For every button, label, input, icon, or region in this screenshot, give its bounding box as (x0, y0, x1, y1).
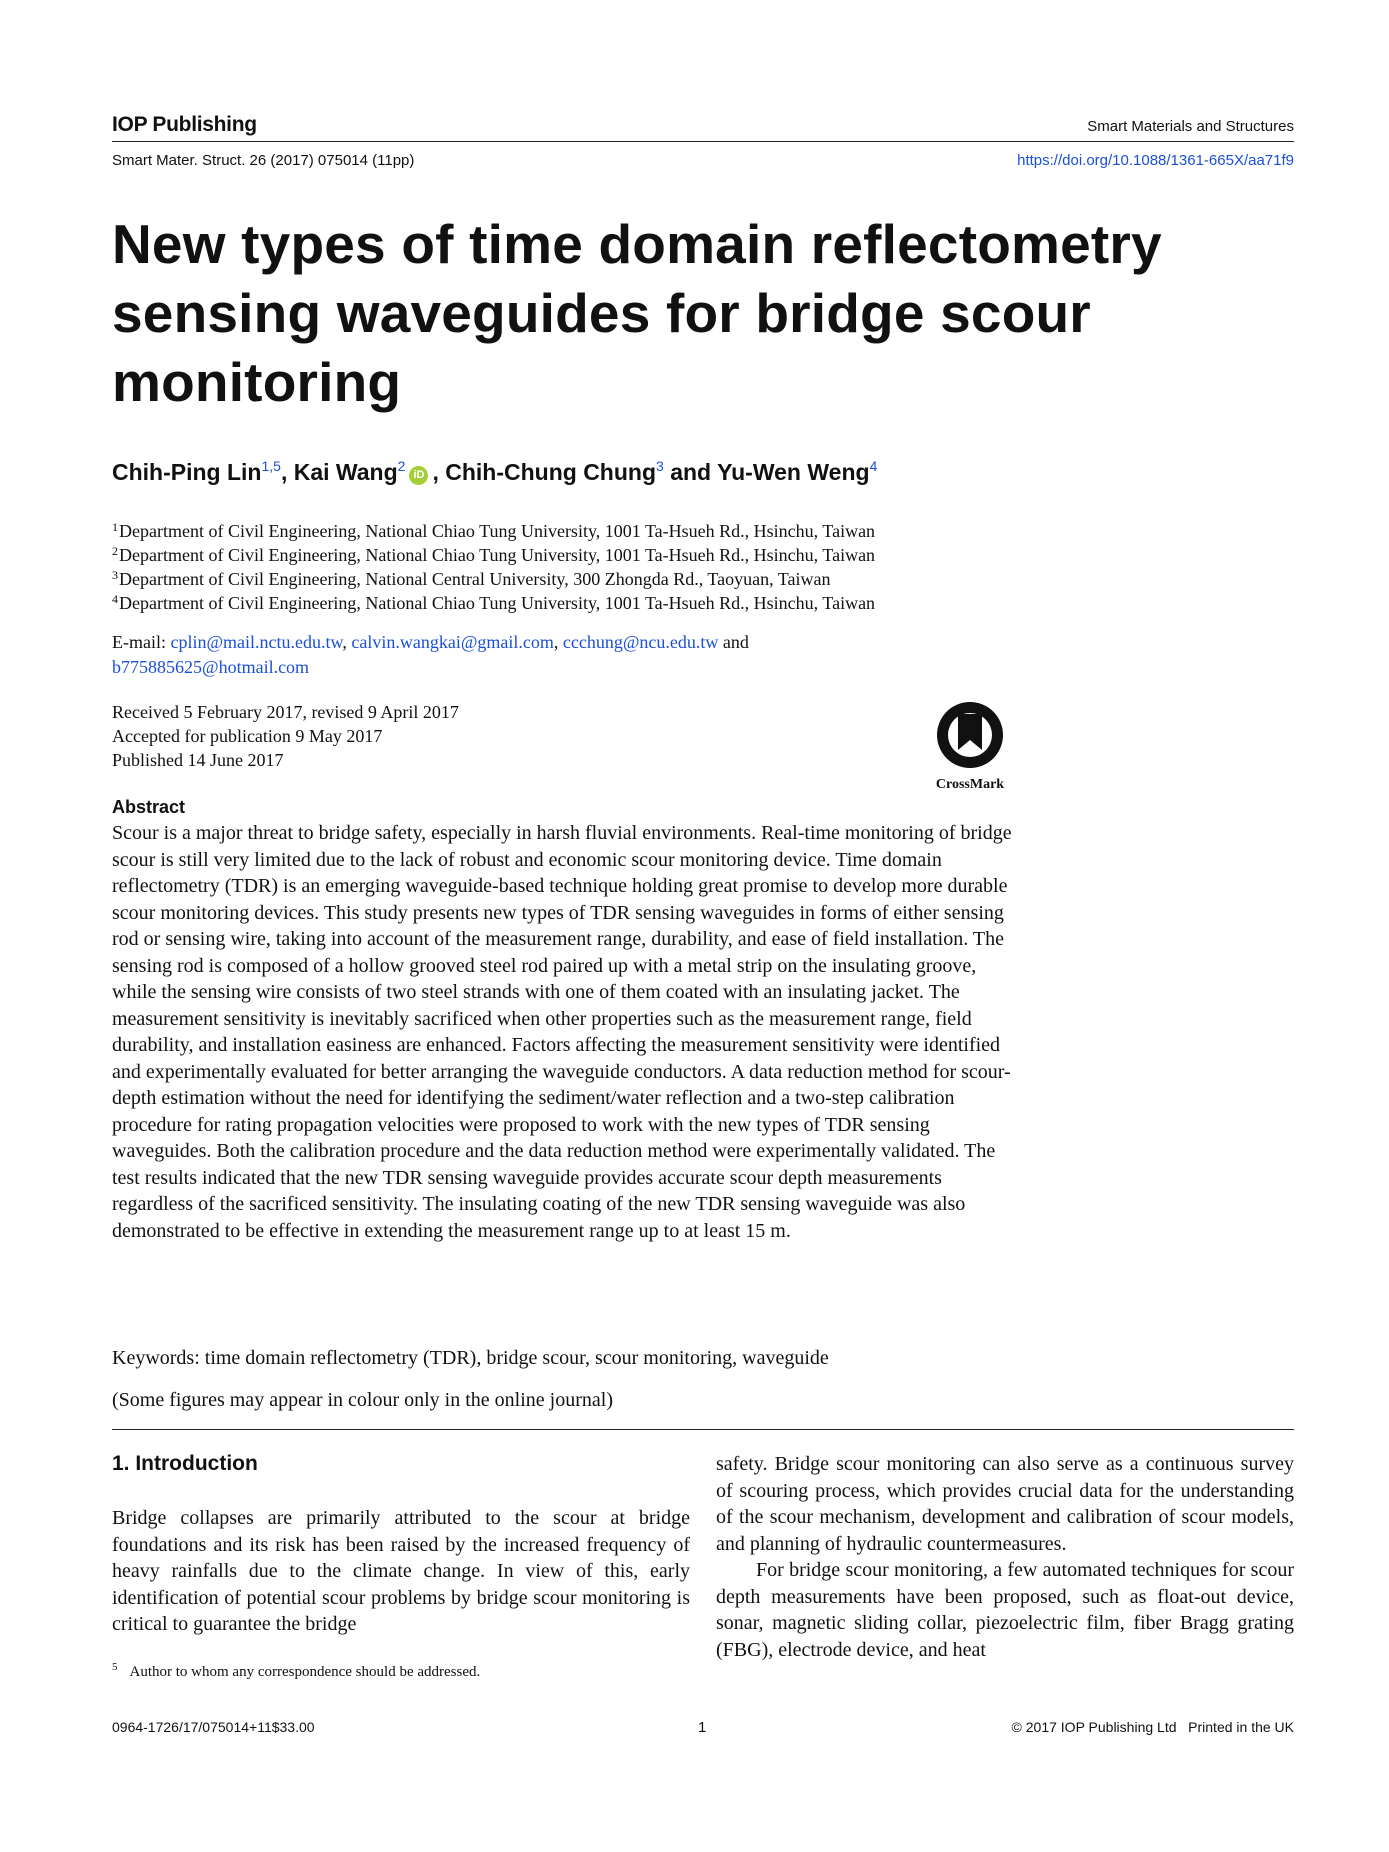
crossmark-badge[interactable] (925, 700, 1015, 793)
author-affiliation-ref[interactable]: 3 (656, 458, 664, 474)
crossmark-icon (925, 700, 1015, 770)
affiliation: $^1$Department of Civil Engineering, National Chiao Tung University, 1001 Ta-Hsueh Rd., Hsinchu, Taiwan (112, 520, 876, 541)
page-number: 1 (698, 1719, 707, 1736)
intro-right-column (716, 1451, 1294, 1663)
email-link[interactable]: cplin@mail.nctu.edu.tw (170, 632, 343, 652)
author-affiliation-ref[interactable]: 4 (869, 458, 878, 474)
received-date: Received 5 February 2017, revised 9 April 2017 (112, 702, 459, 722)
citation: Smart Mater. Struct. 26 (2017) 075014 (11pp) (112, 152, 415, 169)
colour-note: (Some figures may appear in colour only in the online journal) (112, 1389, 613, 1411)
author-name: Yu-Wen Weng (717, 459, 870, 485)
journal-name: Smart Materials and Structures (1087, 118, 1294, 135)
author-name: Chih-Chung Chung (445, 459, 656, 485)
author-affiliation-ref[interactable]: 2 (397, 458, 406, 474)
affiliation: $^3$Department of Civil Engineering, National Central University, 300 Zhongda Rd., Taoyuan, Taiwan (112, 568, 831, 589)
paper-title: New types of time domain reflectometry sensing waveguides for bridge scour monitoring (112, 213, 1162, 413)
intro-paragraph: safety. Bridge scour monitoring can also serve as a continuous survey of scouring process, which provides crucial data for the understanding of the scour mechanism, development and calibration of scour models, and planning of hydraulic countermeasures. (716, 1453, 1294, 1555)
author-name: Chih-Ping Lin (112, 459, 262, 485)
author-separator-and: and (670, 459, 712, 485)
section-divider (112, 1429, 1294, 1430)
section-heading-introduction: 1. Introduction (112, 1452, 258, 1475)
orcid-icon[interactable]: iD (409, 466, 428, 485)
copyright: © 2017 IOP Publishing Ltd Printed in the UK (1011, 1719, 1294, 1735)
author-list: Chih-Ping Lin$^{1,5}$, Kai Wang$^2$iD , Chih-Chung Chung$^3$ and Yu-Wen Weng$^4$ (112, 458, 878, 485)
intro-paragraph: For bridge scour monitoring, a few automated techniques for scour depth measurements have been proposed, such as float-out device, sonar, magnetic sliding collar, piezoelectric film, fiber Bragg grating (FBG), electrode device, and heat (716, 1559, 1294, 1661)
intro-paragraph: Bridge collapses are primarily attributed to the scour at bridge foundations and its risk has been raised by the increased frequency of heavy rainfalls due to the climate change. In view of this, early identification of potential scour problems by bridge scour monitoring is critical to guarantee the bridge (112, 1507, 690, 1635)
abstract-text: Scour is a major threat to bridge safety, especially in harsh fluvial environments. Real-time monitoring of bridge scour is still very limited due to the lack of robust and economic scour monitoring device. Time domain reflectometry (TDR) is an emerging waveguide-based technique holding great promise to develop more durable scour monitoring devices. This study presents new types of TDR sensing waveguides in forms of either sensing rod or sensing wire, taking into account of the measurement range, durability, and ease of field installation. The sensing rod is composed of a hollow grooved steel rod paired up with a metal strip on the insulating groove, while the sensing wire consists of two steel strands with one of them coated with an insulating jacket. The measurement sensitivity is inevitably sacrificed when other properties such as the measurement range, field durability, and installation easiness are enhanced. Factors affecting the measurement sensitivity were identified and experimentally evaluated for better arranging the waveguide conductors. A data reduction method for scour-depth estimation without the need for identifying the sediment/water reflection and a two-step calibration procedure for rating propagation velocities were proposed to work with the new types of TDR sensing waveguides. Both the calibration procedure and the data reduction method were experimentally validated. The test results indicated that the new TDR sensing waveguide provides accurate scour depth measurements regardless of the sacrificed sensitivity. The insulating coating of the new TDR sensing waveguide was also demonstrated to be effective in extending the measurement range up to at least 15 m. (112, 822, 1012, 1242)
article-code: 0964-1726/17/075014+11$33.00 (112, 1719, 315, 1735)
email-link[interactable]: ccchung@ncu.edu.tw (562, 632, 719, 652)
footnote: $^5$ Author to whom any correspondence should be addressed. (112, 1661, 481, 1680)
abstract-heading: Abstract (112, 797, 186, 817)
publisher-logo: IOP Publishing (112, 113, 257, 136)
crossmark-label: CrossMark (935, 777, 1005, 792)
author-name: Kai Wang (293, 459, 398, 485)
keywords: Keywords: time domain reflectometry (TDR), bridge scour, scour monitoring, waveguide (112, 1347, 829, 1369)
email-link[interactable]: b775885625@hotmail.com (112, 657, 310, 677)
published-date: Published 14 June 2017 (112, 750, 284, 770)
header-divider (112, 141, 1294, 142)
accepted-date: Accepted for publication 9 May 2017 (112, 726, 383, 746)
affiliation: $^2$Department of Civil Engineering, National Chiao Tung University, 1001 Ta-Hsueh Rd., Hsinchu, Taiwan (112, 544, 876, 565)
author-affiliation-ref[interactable]: 1,5 (261, 458, 281, 474)
doi-link[interactable]: https://doi.org/10.1088/1361-665X/aa71f9 (1017, 152, 1294, 169)
email-block: E-mail: cplin@mail.nctu.edu.tw, calvin.wangkai@gmail.com, ccchung@ncu.edu.tw and b775885625@hotmail.com (112, 632, 749, 677)
email-link[interactable]: calvin.wangkai@gmail.com (351, 632, 554, 652)
affiliation: $^4$Department of Civil Engineering, National Chiao Tung University, 1001 Ta-Hsueh Rd., Hsinchu, Taiwan (112, 592, 876, 613)
